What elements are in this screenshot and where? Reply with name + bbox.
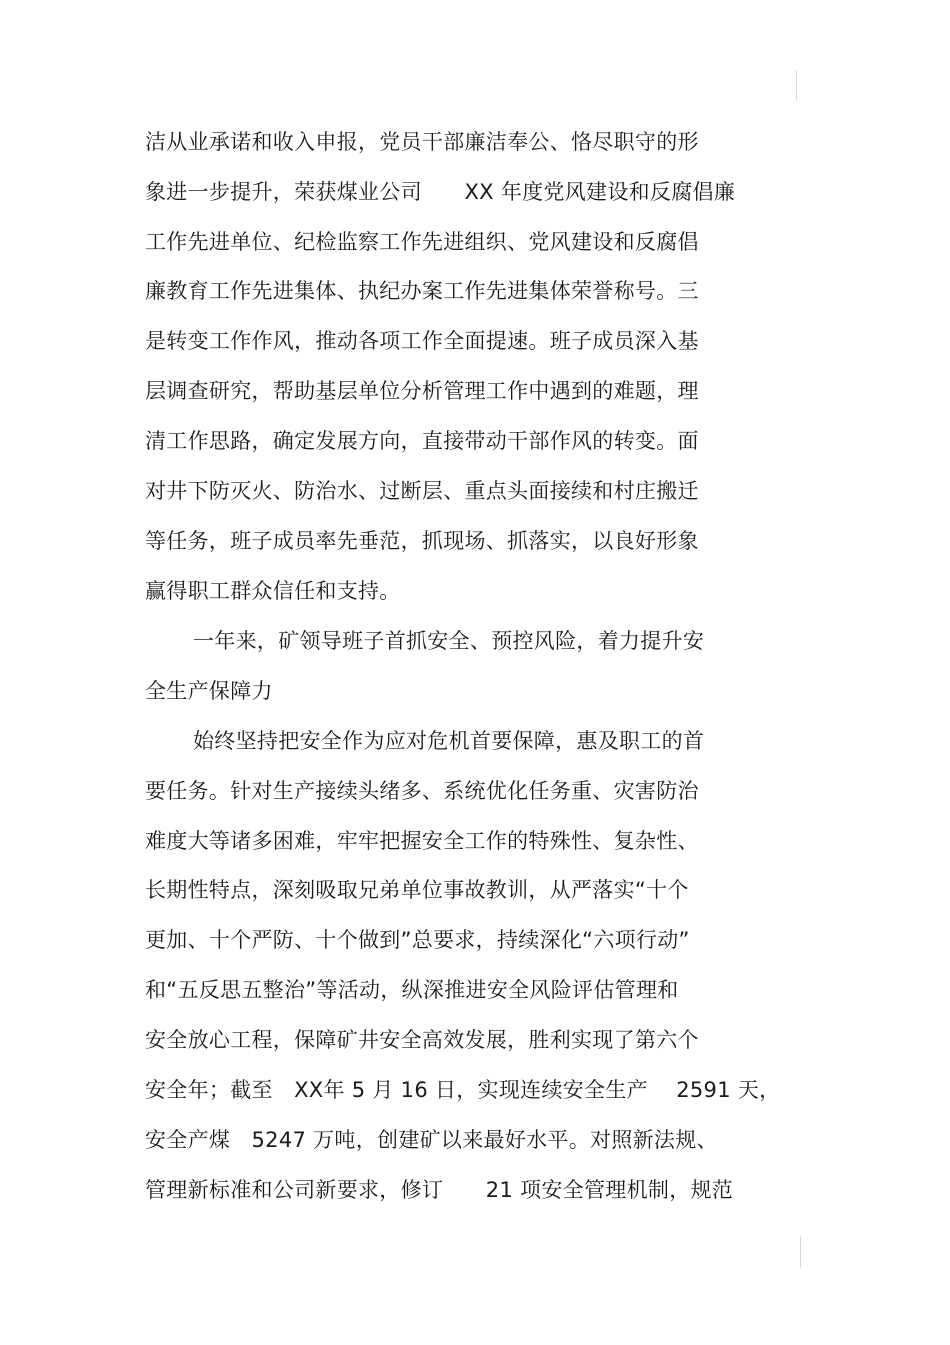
text-line: 安全年；截至 XX年 5 月 16 日，实现连续安全生产 2591 天， [145,1078,781,1102]
page-margin-mark-bottom [800,1236,801,1268]
text-line: 赢得职工群众信任和支持。 [145,579,401,603]
text-line: 安全产煤 5247 万吨，创建矿以来最好水平。对照新法规、 [145,1128,718,1152]
text-line: 洁从业承诺和收入申报，党员干部廉洁奉公、恪尽职守的形 [145,130,699,154]
text-line: 安全放心工程，保障矿井安全高效发展，胜利实现了第六个 [145,1028,699,1052]
text-line: 工作先进单位、纪检监察工作先进组织、党风建设和反腐倡 [145,230,699,254]
text-line: 是转变工作作风，推动各项工作全面提速。班子成员深入基 [145,329,699,353]
text-line: 清工作思路，确定发展方向，直接带动干部作风的转变。面 [145,429,699,453]
text-line: 对井下防灭火、防治水、过断层、重点头面接续和村庄搬迁 [145,479,699,503]
text-line: 长期性特点，深刻吸取兄弟单位事故教训，从严落实“十个 [145,878,689,902]
text-line: 象进一步提升，荣获煤业公司 XX 年度党风建设和反腐倡廉 [145,180,736,204]
text-line: 管理新标准和公司新要求，修订 21 项安全管理机制，规范 [145,1178,734,1202]
text-line: 要任务。针对生产接续头绪多、系统优化任务重、灾害防治 [145,779,699,803]
text-line: 始终坚持把安全作为应对危机首要保障，惠及职工的首 [193,729,705,753]
text-line: 层调查研究，帮助基层单位分析管理工作中遇到的难题，理 [145,379,699,403]
text-line: 和“五反思五整治”等活动，纵深推进安全风险评估管理和 [145,978,679,1002]
section-heading-line: 一年来，矿领导班子首抓安全、预控风险，着力提升安 [193,629,705,653]
text-line: 等任务，班子成员率先垂范，抓现场、抓落实，以良好形象 [145,529,699,553]
section-heading-line: 全生产保障力 [145,679,273,703]
page-margin-mark-top [796,70,797,100]
text-line: 难度大等诸多困难，牢牢把握安全工作的特殊性、复杂性、 [145,829,699,853]
text-line: 廉教育工作先进集体、执纪办案工作先进集体荣誉称号。三 [145,279,699,303]
text-line: 更加、十个严防、十个做到”总要求，持续深化“六项行动” [145,928,690,952]
